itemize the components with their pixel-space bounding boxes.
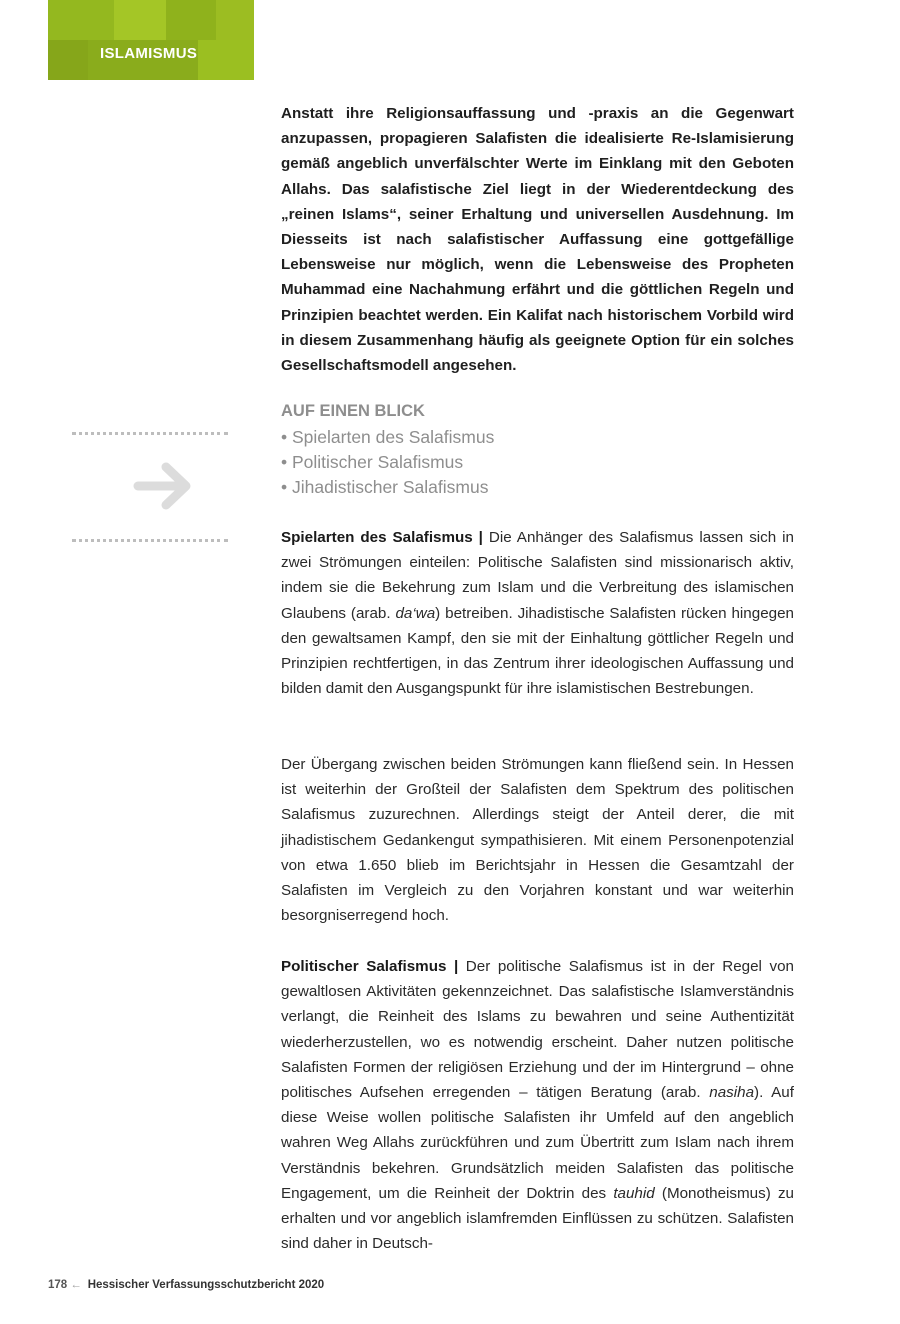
page-number: 178 (48, 1279, 68, 1291)
paragraph (281, 954, 794, 1256)
tab-tile (216, 0, 254, 40)
arrow-right-icon (132, 461, 194, 511)
section-tab (48, 0, 254, 80)
dotted-divider-top (72, 432, 228, 435)
back-arrow-icon[interactable]: ← (70, 1279, 82, 1291)
paragraph-text: (Monotheismus) zu erhalten und vor angeblich islamfremden Einflüssen zu schützen. Salafisten sind daher in Deutsch- (281, 1184, 795, 1253)
paragraph (281, 525, 794, 701)
section-politischer-salafismus (281, 954, 794, 1256)
paragraph-text: Der politische Salafismus ist in der Regel von gewaltlosen Aktivitäten gekennzeichnet. Das salafistische Islamverständnis verlangt, die Reinheit des Islams zu bewahren und seine Authentizität wiederherzustellen, wo es notwendig erscheint. Daher nutzen politische Salafisten Formen der religiösen Erziehung und der im Hintergrund – ohne politisches Aufsehen erregenden – tätigen Beratung (arab. (281, 958, 794, 1102)
at-a-glance-list (281, 425, 494, 500)
publication-title: Hessischer Verfassungsschutzbericht 2020 (87, 1279, 325, 1291)
tab-tile (48, 40, 88, 80)
term: nasiha (709, 1084, 755, 1102)
list-item: • Spielarten des Salafismus (281, 427, 495, 447)
intro-paragraph: Anstatt ihre Religionsauffassung und -praxis an die Gegenwart anzupassen, propagieren Salafisten die idealisierte Re-Islamisierung gemäß angeblich unverfälschter Werte im Einklang mit den Geboten Allahs. Das salafistische Ziel liegt in der Wiederentdeckung des „reinen Islams“, seiner Erhaltung und universellen Ausdehnung. Im Diesseits ist nach salafistischer Auffassung eine gottgefällige Lebensweise nur möglich, wenn die Lebensweise des Propheten Muhammad eine Nachahmung erfährt und die göttlichen Regeln und Prinzipien beachtet werden. Ein Kalifat nach historischem Vorbild wird in diesem Zusammenhang häufig als geeignete Option für ein solches Gesellschaftsmodell angesehen. (281, 105, 794, 375)
tab-tile (114, 0, 166, 40)
tab-tile (198, 40, 254, 80)
paragraph-text: ) betreiben. Jihadistische Salafisten rücken hingegen den gewaltsamen Kampf, den sie mit der Einhaltung göttlicher Regeln und Prinzipien rechtfertigen, in das Zentrum ihrer ideologischen Auffassung und bilden damit den Ausgangspunkt für ihre islamistischen Bestrebungen. (281, 604, 794, 698)
section-heading: Politischer Salafismus | (281, 958, 459, 975)
term: da‘wa (395, 604, 436, 622)
at-a-glance-heading: AUF EINEN BLICK (281, 402, 425, 420)
at-a-glance (281, 399, 494, 500)
section-title: ISLAMISMUS (100, 45, 198, 62)
paragraph-text: ). Auf diese Weise wollen politische Salafisten ihr Umfeld auf den angeblich wahren Weg Allahs zurückführen und zum Übertritt zum Islam nach ihrem Verständnis bekehren. Grundsätzlich meiden Salafisten das politische Engagement, um die Reinheit der Doktrin des (281, 1084, 794, 1202)
paragraph: Der Übergang zwischen beiden Strömungen kann fließend sein. In Hessen ist weiterhin der Großteil der Salafisten dem Spektrum des politischen Salafismus zuzurechnen. Allerdings steigt der Anteil derer, die mit jihadistischem Gedankengut sympathisieren. Mit einem Personenpotenzial von etwa 1.650 blieb im Berichtsjahr in Hessen die Gesamtzahl der Salafisten im Vergleich zu den Vorjahren konstant und war weiterhin besorgniserregend hoch. (281, 756, 794, 925)
page-footer (48, 1279, 324, 1291)
section-uebergang (281, 752, 794, 928)
list-item: • Jihadistischer Salafismus (281, 477, 489, 497)
section-spielarten (281, 525, 794, 701)
paragraph-text: Die Anhänger des Salafismus lassen sich in zwei Strömungen einteilen: Politische Salafisten sind missionarisch aktiv, indem sie die Bekehrung zum Islam und die Verbreitung des islamischen Glaubens (arab. (281, 529, 794, 622)
section-heading: Spielarten des Salafismus | (281, 529, 483, 546)
term: tauhid (613, 1184, 655, 1202)
tab-tile (48, 0, 114, 40)
tab-tile (166, 0, 216, 40)
list-item: • Politischer Salafismus (281, 452, 464, 472)
dotted-divider-bottom (72, 539, 228, 542)
